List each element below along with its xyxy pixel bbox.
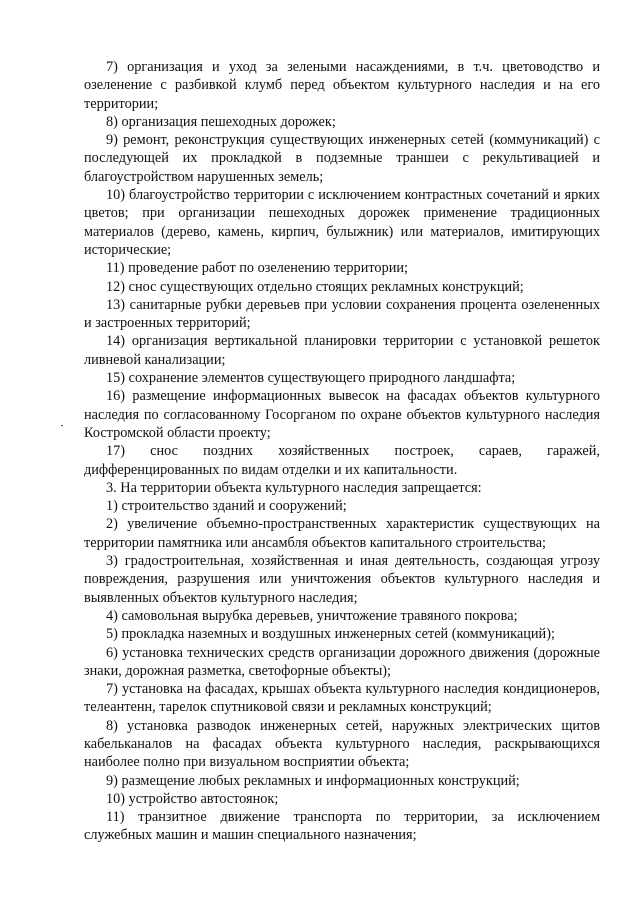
paragraph-item-14-vertical-planning: 14) организация вертикальной планировки территории с установкой решеток ливневой канализации;	[84, 333, 600, 368]
prohibition-item-6: 6) установка технических средств организации дорожного движения (дорожные знаки, дорожная разметка, светофорные объекты);	[84, 644, 600, 679]
paragraph-item-12-demolish-ad-structures: 12) снос существующих отдельно стоящих рекламных конструкций;	[106, 278, 524, 295]
prohibition-item-1: 1) строительство зданий и сооружений;	[106, 498, 347, 515]
prohibition-item-8: 8) установка разводок инженерных сетей, наружных электрических щитов кабельканалов на фасадах объекта культурного наследия, раскрывающихся наиболее полно при визуальном восприятии объекта;	[84, 717, 600, 771]
prohibition-item-9: 9) размещение любых рекламных и информационных конструкций;	[106, 772, 520, 789]
paragraph-item-9-utility-networks: 9) ремонт, реконструкция существующих инженерных сетей (коммуникаций) с последующей их прокладкой в подземные траншеи с рекультивацией и благоустройством нарушенных земель;	[84, 132, 600, 185]
prohibition-item-11: 11) транзитное движение транспорта по территории, за исключением служебных машин и машин специального назначения;	[84, 809, 600, 844]
prohibition-item-3: 3) градостроительная, хозяйственная и иная деятельность, создающая угрозу повреждения, разрушения или уничтожения объектов культурного наследия и выявленных объектов культурного наследия;	[84, 553, 600, 606]
prohibition-item-7: 7) установка на фасадах, крышах объекта культурного наследия кондиционеров, телеантенн, тарелок спутниковой связи и рекламных конструкций;	[84, 681, 600, 716]
prohibition-item-5: 5) прокладка наземных и воздушных инженерных сетей (коммуникаций);	[106, 626, 555, 643]
paragraph-item-11-greening-works: 11) проведение работ по озеленению территории;	[106, 260, 408, 277]
prohibition-item-2: 2) увеличение объемно-пространственных характеристик существующих на территории памятника или ансамбля объектов капитального строительства;	[84, 516, 600, 551]
paragraph-item-13-sanitary-felling: 13) санитарные рубки деревьев при условии сохранения процента озелененных и застроенных территорий;	[84, 296, 600, 332]
paragraph-item-8-pedestrian-paths: 8) организация пешеходных дорожек;	[106, 113, 336, 130]
prohibition-item-4: 4) самовольная вырубка деревьев, уничтожение травяного покрова;	[106, 607, 518, 624]
paragraph-item-10-landscaping: 10) благоустройство территории с исключением контрастных сочетаний и ярких цветов; при организации пешеходных дорожек применение традиционных материалов (дерево, камень, кирпич, булыжник) или материалов, имитирующих исторические;	[84, 187, 600, 258]
paragraph-item-15-natural-landscape: 15) сохранение элементов существующего природного ландшафта;	[106, 370, 516, 387]
paragraph-item-7-care-of-greenery: 7) организация и уход за зелеными насаждениями, в т.ч. цветоводство и озеленение с разбивкой клумб перед объектом культурного наследия и на его территории;	[84, 59, 600, 112]
scan-speck	[61, 425, 63, 426]
prohibition-item-10: 10) устройство автостоянок;	[106, 790, 279, 807]
section-3-prohibitions-heading: 3. На территории объекта культурного наследия запрещается:	[106, 479, 482, 496]
paragraph-item-17-demolish-late-buildings: 17) снос поздних хозяйственных построек, сараев, гаражей, дифференцированных по видам отделки и их капитальности.	[84, 443, 600, 478]
paragraph-item-16-information-signs: 16) размещение информационных вывесок на фасадах объектов культурного наследия по согласованному Госорганом по охране объектов культурного наследия Костромской области проекту;	[84, 388, 600, 441]
document-page	[84, 58, 600, 845]
